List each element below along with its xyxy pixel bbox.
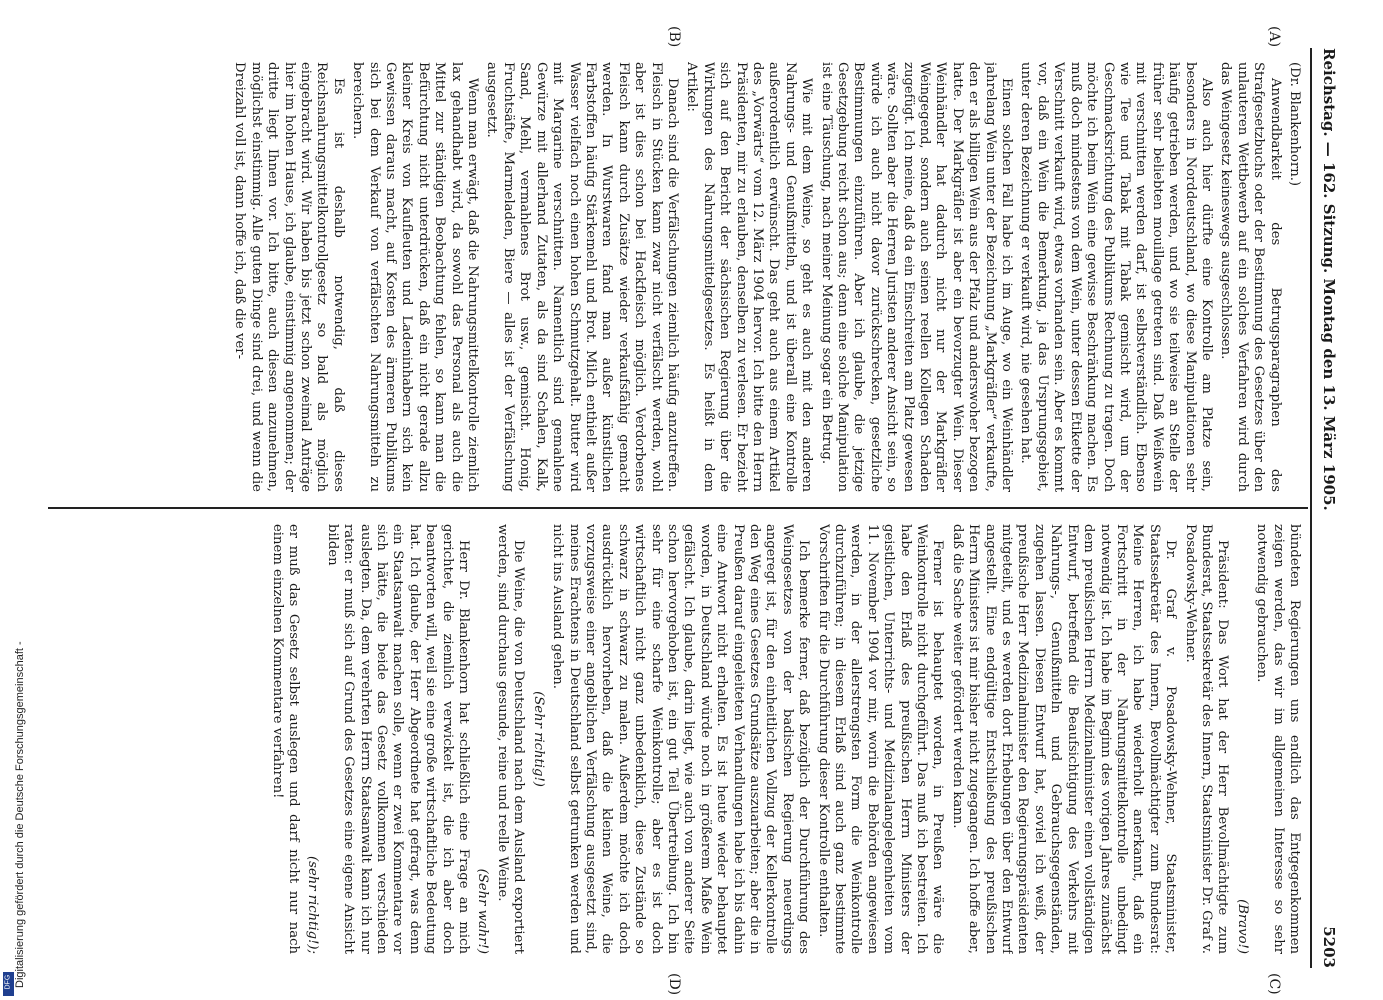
paragraph: bündeten Regierungen uns endlich das Entgegenkommen zeigen werden, das wir im allgemeinen Interesse so sehr notwendig gebrauchen. [1254, 524, 1302, 954]
paragraph: Wenn man erwägt, daß die Nahrungsmittelkontrolle ziemlich lax gehandhabt wird, da sowohl das Personal als auch die Mittel zur ständigen Beobachtung fehlen, so kann man die Befürchtung nicht unterdrücken, daß ein nicht gerade allzu kleiner Kreis von Kaufleuten und Ladeninhabern sich kein Gewissen daraus macht, auf Kosten des ärmeren Publikums sich bei dem Verkauf von verfälschten Nahrungsmitteln zu bereichern. [350, 62, 481, 492]
margin-marker-c: (C) [1266, 973, 1282, 995]
right-column [52, 524, 1302, 954]
paragraph: Anwendbarkeit des Betrugsparagraphen des Strafgesetzbuchs oder der Bestimmung des Gesetzes über den unlauteren Wettbewerb auf ein solches Verfahren wird durch das Weingesetz keineswegs ausgeschlossen. [1218, 62, 1283, 492]
interjection: (sehr richtig!); [305, 856, 321, 954]
paragraph: Dr. Graf v. Posadowsky-Wehner, Staatsminister, Staatssekretär des Innern, Bevollmächtigter zum Bundesrat: Meine Herren, ich habe wiederholt anerkannt, daß ein Fortschritt in der Nahrungsmittelkontrolle unbedingt notwendig ist. Ich habe im Beginn des vorigen Jahres zunächst dem preußischen Herrn Medizinalminister einen vollständigen Entwurf, betreffend die Beaufsichtigung des Verkehrs mit Nahrungs-, Genußmitteln und Gebrauchsgegenständen, zugehen lassen. Diesen Entwurf hat, soviel ich weiß, der preußische Herr Medizinalminister den Regierungspräsidenten mitgeteilt, und es werden dort Erhebungen über den Entwurf angestellt. Eine endgültige Entschließung des preußischen Herrn Ministers ist mir bisher nicht zugegangen. Ich hoffe aber, daß die Sache weiter gefördert werden kann. [949, 524, 1179, 954]
paragraph: Die Weine, die von Deutschland nach dem Ausland exportiert werden, sind durchaus gesunde, reine und reelle Weine. [494, 524, 527, 954]
paragraph: Herr Dr. Blankenhorn hat schließlich eine Frage an mich gerichtet, die ziemlich verwickelt ist, die ich aber doch beantworten will, weil sie eine große wirtschaftliche Bedeutung hat. Ich glaube, der Herr Abgeordnete hat gefragt, was denn ein Staatsanwalt machen solle, wenn er zwei Kommentare vor sich hätte, die beide das Gesetz vollkommen verschieden auslegten. Da, dem verehrten Herrn Staatsanwalt kann ich nur raten: er muß sich auf Grund des Gesetzes eine eigene Ansicht bilden [324, 524, 472, 954]
running-header: Reichstag. — 162. Sitzung. Montag den 13. März 1905. [1320, 48, 1338, 511]
interjection: (Sehr wahr!) [475, 868, 491, 954]
paragraph: Ich bemerke ferner, daß bezüglich der Durchführung des Weingesetzes von der badischen Regierung neuerdings angeregt ist, für den einheitlichen Vollzug der Kellerkontrolle den Weg eines Gesetzes Grundsätze auszuarbeiten; aber die in Preußen darauf eingeleiteten Verhandlungen habe ich bis dahin eine Antwort nicht erhalten. Es ist heute wieder behauptet worden, in Deutschland würde noch in größerem Maße Wein gefälscht. Ich glaube, darin liegt, wie auch von anderer Seite schon hervorgehoben ist, ein gut Teil Übertreibung. Ich bin sehr für eine scharfe Weinkontrolle; aber es ist doch wirtschaftlich nicht ganz unbedenklich, diese Zustände so schwarz in schwarz zu malen. Außerdem möchte ich doch ausdrücklich hervorheben, daß die kleinen Weine, die vorzugsweise einer angeblichen Verfälschung ausgesetzt sind, meines Erachtens in Deutschland selbst getrunken werden und nicht ins Ausland gehen. [550, 524, 812, 954]
speaker-line: (Dr. Blankenhorn.) [1287, 62, 1302, 187]
paragraph: Wie mit dem Weine, so geht es auch mit den anderen Nahrungs- und Genußmitteln, und ist überall eine Kontrolle außerordentlich erwünscht. Das geht auch aus einem Artikel des „Vorwärts“ vom 12. März 1904 hervor. Ich bitte den Herrn Präsidenten, mir zu erlauben, denselben zu verlesen. Er bezieht sich auf den Bericht der sächsischen Regierung über die Wirkungen des Nahrungsmittelgesetzes. Es heißt in dem Artikel: [684, 62, 815, 492]
page-number: 5203 [1320, 926, 1338, 968]
margin-marker-a: (A) [1266, 26, 1282, 48]
paragraph: Ferner ist behauptet worden, in Preußen wäre die Weinkontrolle nicht durchgeführt. Das muß ich bestreiten. Ich habe den Erlaß des preußischen Herrn Ministers der geistlichen, Unterrichts- und Medizinalangelegenheiten vom 11. November 1904 vor mir, worin die Behörden angewiesen werden, in der allerstrengsten Form die Weinkontrolle durchzuführen; in diesem Erlaß sind auch ganz bestimmte Vorschriften für die Durchführung dieser Kontrolle enthalten. [815, 524, 946, 954]
margin-marker-d: (D) [666, 973, 682, 996]
left-column [52, 62, 1302, 492]
page-header [1312, 48, 1342, 968]
interjection: (Sehr richtig!) [530, 691, 546, 787]
digitization-note: Digitalisierung gefördert durch die Deutsche Forschungsgemeinschaft - [14, 641, 26, 988]
paragraph: Es ist deshalb notwendig, daß dieses Reichsnahrungsmittelkontrollgesetz so bald als möglich eingebracht wird. Wir haben bis jetzt schon zweimal Anträge hier im hohen Hause, ich glaube, einstimmig angenommen; der dritte liegt Ihnen vor. Ich bitte, auch diesen anzunehmen, möglichst einstimmig. Alle guten Dinge sind drei, und wenn die Dreizahl voll ist, dann hoffe ich, daß die ver- [232, 62, 346, 492]
paragraph: er muß das Gesetz selbst auslegen und darf nicht nur nach einem einzelnen Kommentare verfahren! [269, 524, 302, 954]
paragraph: Also auch hier dürfte eine Kontrolle am Platze sein, besonders in Norddeutschland, wo diese Manipulationen sehr häufig getrieben werden, und wo sie teilweise an Stelle der früher sehr beliebten mouillage getreten sind. Daß Weißwein mit verschnitten werden darf, ist selbstverständlich. Ebenso wie Tee und Tabak mit Tabak gemischt wird, um der Geschmacksrichtung des Publikums Rechnung zu tragen. Doch möchte ich beim Wein eine gewisse Beschränkung machen. Es muß doch mindestens von dem Wein, unter dessen Etikette der Verschnitt verkauft wird, etwas vorhanden sein. Aber es kommt vor, daß ein Wein die Bemerkung, ja das Ursprungsgebiet, unter deren Bezeichnung er verkauft wird, nie gesehen hat. [1018, 62, 1214, 492]
paragraph: Präsident: Das Wort hat der Herr Bevollmächtigte zum Bundesrat, Staatssekretär des Innern, Staatsminister Dr. Graf v. Posadowsky-Wehner. [1182, 524, 1231, 954]
interjection: (Bravo!) [1234, 899, 1250, 954]
paragraph: Danach sind die Verfälschungen ziemlich häufig anzutreffen. Fleisch in Stücken kann zwar nicht verfälscht werden, wohl aber ist dies schon bei Hackfleisch möglich. Verdorbenes Fleisch kann durch Zusätze wieder verkaufsfähig gemacht werden. In Wurstwaren fand man außer künstlichen Farbstoffen häufig Stärkemehl und Brot. Milch enthielt außer Wasser vielfach noch einen hohen Schmutzgehalt. Butter wird mit Margarine verschnitten. Namentlich sind gemahlene Gewürze mit allerhand Zutaten, als da sind Schalen, Kalk, Sand, Mehl, vermahlenes Brot usw., gemischt. Honig, Fruchtsäfte, Marmeladen, Biere — alles ist der Verfälschung ausgesetzt. [484, 62, 680, 492]
header-rule [1310, 48, 1312, 968]
paragraph: Einen solchen Fall habe ich im Auge, wo ein Weinhändler jahrelang Wein unter der Bezeichnung „Markgräfler“ verkaufte, den er als billigen Wein aus der Pfalz und anderswoher bezogen hatte. Der Markgräfler ist aber ein bevorzugter Wein. Dieser Weinhändler hat dadurch nicht nur der Markgräfler Weingegend, sondern auch seinen reellen Kollegen Schaden zugefügt. Ich meine, daß da ein Einschreiten am Platz gewesen wäre. Sollten aber die Herren Juristen anderer Ansicht sein, so würde ich auch nicht davor zurückschrecken, gesetzliche Bestimmungen einzuführen. Aber ich glaube, die jetzige Gesetzgebung reicht schon aus; denn eine solche Manipulation ist eine Täuschung, nach meiner Meinung sogar ein Betrug. [818, 62, 1015, 492]
dfg-logo [3, 972, 14, 996]
column-divider [48, 507, 1308, 509]
dfg-logo-text: DFG [4, 974, 12, 990]
margin-marker-b: (B) [666, 26, 682, 48]
